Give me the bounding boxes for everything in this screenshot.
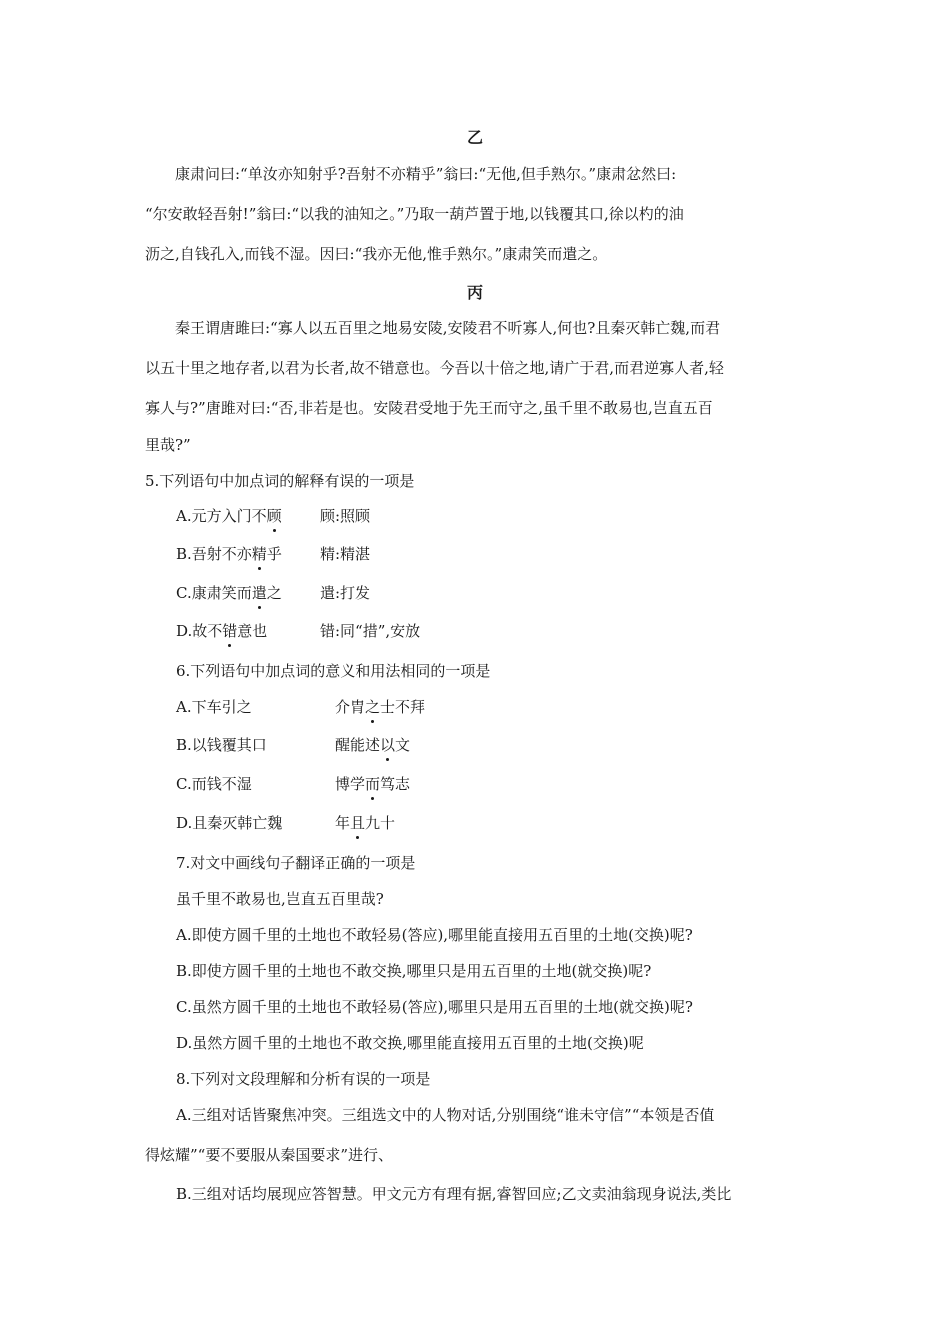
q7-option-d: D.虽然方圆千里的土地也不敢交换,哪里能直接用五百里的土地(交换)呢 [176, 1034, 644, 1052]
q5-gloss-a: 顾:照顾 [320, 507, 371, 525]
section-title-bing: 丙 [466, 283, 483, 302]
bing-line-3: 寡人与?”唐雎对曰:“否,非若是也。安陵君受地于先王而守之,虽千里不敢易也,岂直五百 [145, 399, 713, 417]
bing-line-4: 里哉?” [145, 436, 191, 454]
dotted-word: 而 [365, 775, 381, 793]
question-6-stem: 6.下列语句中加点词的意义和用法相同的一项是 [176, 662, 491, 680]
q5-option-a: A.元方入门不顾 顾:照顾 [176, 507, 371, 525]
q6-option-d: D.且秦灭韩亡魏 年且九十 [176, 814, 396, 832]
question-5-stem: 5.下列语句中加点词的解释有误的一项是 [145, 472, 415, 490]
dotted-word: 错 [222, 622, 238, 640]
q6-option-b: B.以钱覆其口 醒能述以文 [176, 736, 411, 754]
bing-line-1: 秦王谓唐雎曰:“寡人以五百里之地易安陵,安陵君不听寡人,何也?且秦灭韩亡魏,而君 [175, 319, 721, 337]
dotted-word: 顾 [266, 507, 282, 525]
yi-line-1: 康肃问曰:“单汝亦知射乎?吾射不亦精乎”翁曰:“无他,但手熟尔。”康肃忿然曰: [175, 165, 677, 183]
q5-gloss-c: 遣:打发 [320, 584, 371, 602]
question-7-stem: 7.对文中画线句子翻译正确的一项是 [176, 854, 416, 872]
bing-line-2: 以五十里之地存者,以君为长者,故不错意也。今吾以十倍之地,请广于君,而君逆寡人者,轻 [145, 359, 724, 377]
q5-gloss-d: 错:同“措”,安放 [320, 622, 421, 640]
q5-option-b: B.吾射不亦精乎 精:精湛 [176, 545, 371, 563]
q7-sentence: 虽千里不敢易也,岂直五百里哉? [176, 890, 384, 908]
yi-line-2: “尔安敢轻吾射!”翁曰:“以我的油知之。”乃取一葫芦置于地,以钱覆其口,徐以杓的油 [145, 205, 684, 223]
q6-option-c: C.而钱不湿 博学而笃志 [176, 775, 411, 793]
q8-option-a-line-1: A.三组对话皆聚焦冲突。三组选文中的人物对话,分别围绕“谁未守信”“本领是否值 [176, 1106, 715, 1124]
dotted-word: 且 [350, 814, 366, 832]
q5-option-d: D.故不错意也 错:同“措”,安放 [176, 622, 421, 640]
section-title-yi: 乙 [466, 128, 483, 147]
q5-gloss-b: 精:精湛 [320, 545, 371, 563]
q6-option-a: A.下车引之 介胄之士不拜 [176, 698, 426, 716]
dotted-word: 精 [251, 545, 267, 563]
question-8-stem: 8.下列对文段理解和分析有误的一项是 [176, 1070, 431, 1088]
q7-option-a: A.即使方圆千里的土地也不敢轻易(答应),哪里能直接用五百里的土地(交换)呢? [176, 926, 693, 944]
q7-option-c: C.虽然方圆千里的土地也不敢轻易(答应),哪里只是用五百里的土地(就交换)呢? [176, 998, 693, 1016]
dotted-word: 之 [365, 698, 381, 716]
dotted-word: 以 [380, 736, 396, 754]
yi-line-3: 沥之,自钱孔入,而钱不湿。因曰:“我亦无他,惟手熟尔。”康肃笑而遣之。 [145, 245, 608, 263]
q8-option-a-line-2: 得炫耀”“要不要服从秦国要求”进行、 [145, 1146, 394, 1164]
q5-option-c: C.康肃笑而遣之 遣:打发 [176, 584, 371, 602]
q8-option-b-line-1: B.三组对话均展现应答智慧。甲文元方有理有据,睿智回应;乙文卖油翁现身说法,类比 [176, 1185, 732, 1203]
dotted-word: 遣 [251, 584, 267, 602]
q7-option-b: B.即使方圆千里的土地也不敢交换,哪里只是用五百里的土地(就交换)呢? [176, 962, 652, 980]
